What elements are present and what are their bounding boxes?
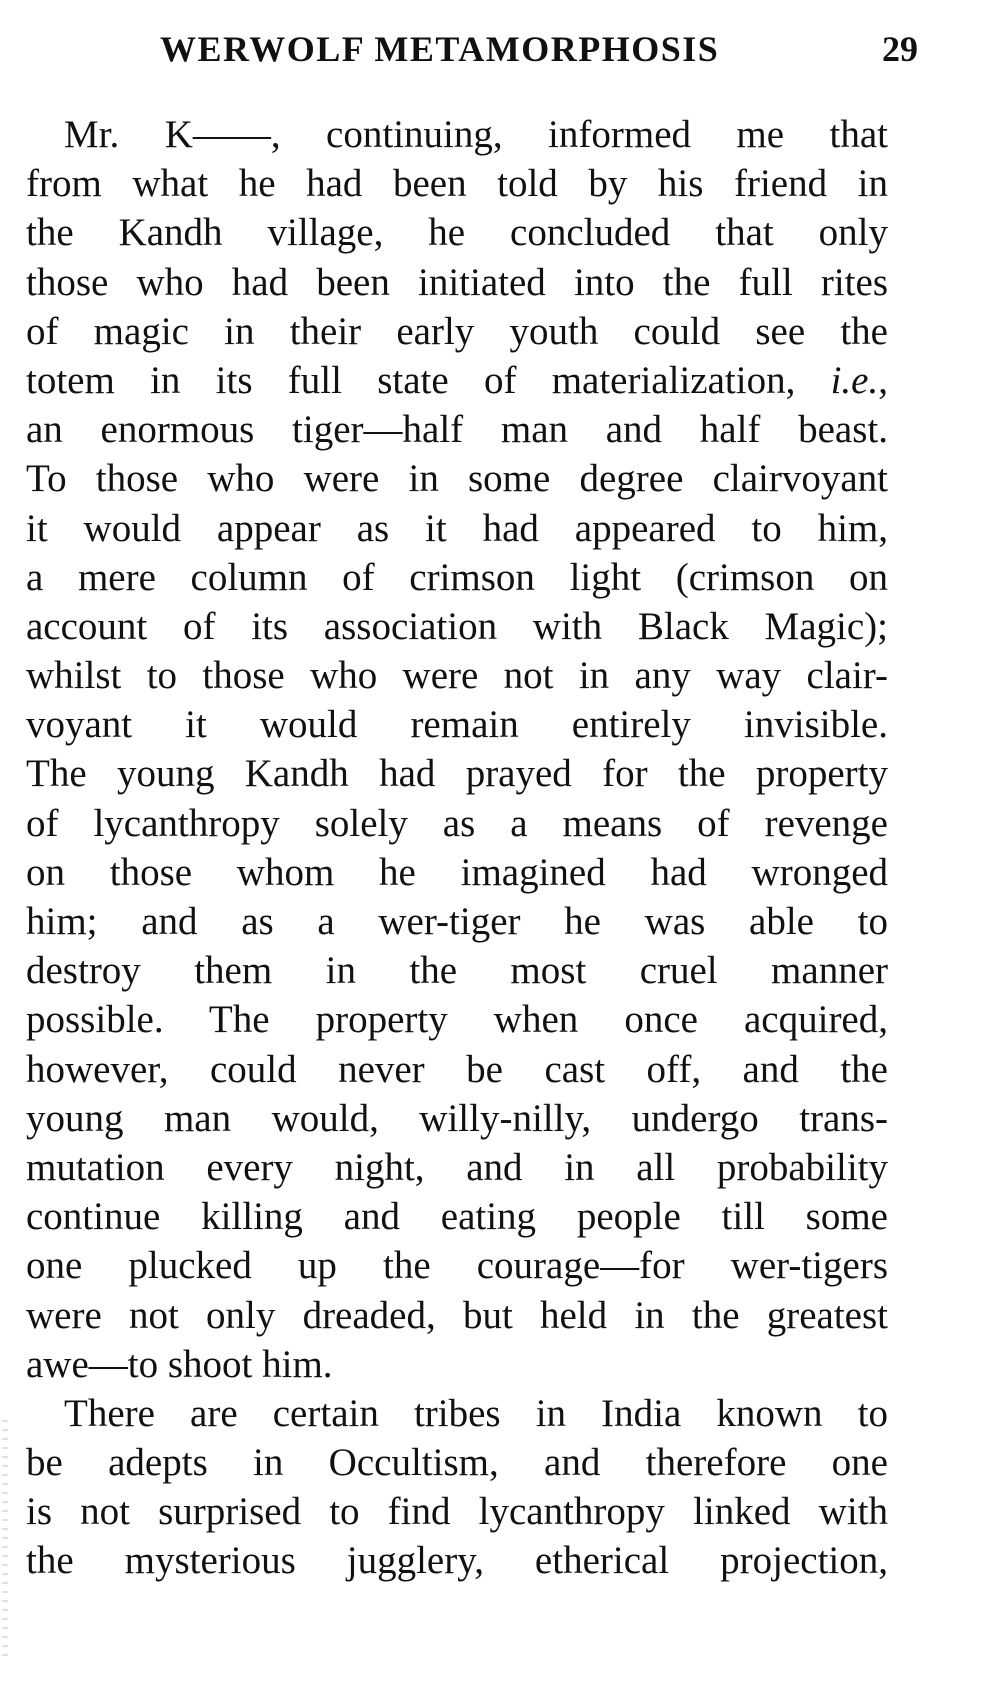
scan-gutter-dots [2, 1420, 8, 1660]
page-number: 29 [882, 29, 918, 69]
text-line: an enormous tiger—half man and half beast. [26, 408, 888, 452]
running-head [0, 28, 1000, 84]
text-line: totem in its full state of materialization, i.e., [26, 358, 888, 402]
paragraph-2 [26, 1389, 888, 1586]
text-line: possible. The property when once acquired, [26, 998, 888, 1042]
text-line: however, could never be cast off, and the [26, 1047, 888, 1091]
text-line: mutation every night, and in all probability [26, 1145, 888, 1189]
text-line: of magic in their early youth could see the [26, 309, 888, 353]
text-line: one plucked up the courage—for wer-tigers [26, 1244, 888, 1288]
text-line: him; and as a wer-tiger he was able to [26, 900, 888, 943]
body-text [26, 110, 888, 1586]
text-line: whilst to those who were not in any way clair- [26, 654, 888, 698]
running-title: WERWOLF METAMORPHOSIS [160, 29, 720, 69]
text-line: awe—to shoot him. [26, 1342, 333, 1386]
italic-abbreviation: i.e. [830, 358, 879, 402]
text-line: it would appear as it had appeared to him, [26, 506, 888, 550]
text-line: on those whom he imagined had wronged [26, 850, 888, 894]
text-line: those who had been initiated into the full rites [26, 260, 888, 304]
text-line: destroy them in the most cruel manner [26, 949, 888, 993]
text-line: voyant it would remain entirely invisible. [26, 703, 888, 747]
text-line: of lycanthropy solely as a means of revenge [26, 801, 888, 845]
text-line: the Kandh village, he concluded that only [26, 211, 888, 255]
text-line: the mysterious jugglery, etherical projection, [26, 1539, 888, 1583]
text-line: There are certain tribes in India known to [64, 1391, 888, 1435]
text-line: To those who were in some degree clairvoyant [26, 457, 888, 501]
paragraph-1 [26, 110, 888, 1389]
text-line: continue killing and eating people till some [26, 1195, 888, 1239]
text-line: a mere column of crimson light (crimson on [26, 555, 888, 599]
text-line: account of its association with Black Magic); [26, 604, 888, 648]
text-line: Mr. K——, continuing, informed me that [64, 113, 888, 156]
text-line: were not only dreaded, but held in the greatest [26, 1293, 888, 1337]
text-line: be adepts in Occultism, and therefore one [26, 1441, 888, 1485]
text-line: from what he had been told by his friend in [26, 162, 888, 206]
text-line: The young Kandh had prayed for the property [26, 752, 888, 796]
text-line: young man would, willy-nilly, undergo trans- [26, 1096, 888, 1140]
text-line: is not surprised to find lycanthropy linked with [26, 1490, 888, 1534]
